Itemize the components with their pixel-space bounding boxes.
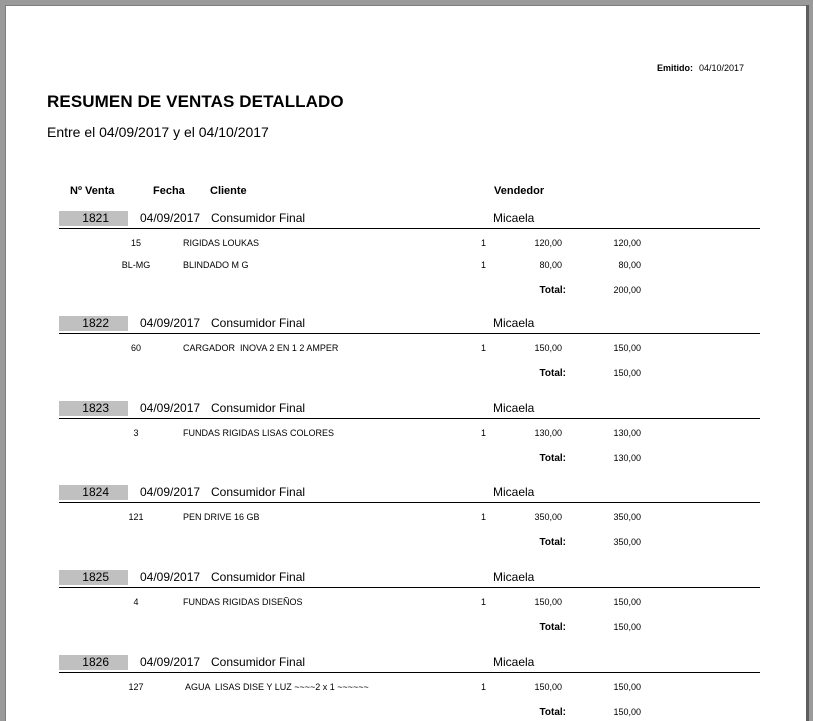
sale-total-label: Total: <box>539 707 566 718</box>
item-code: 127 <box>128 682 144 692</box>
item-quantity: 1 <box>480 238 486 248</box>
sale-total-value: 150,00 <box>613 622 641 632</box>
item-quantity: 1 <box>480 428 486 438</box>
sale-seller: Micaela <box>493 570 535 584</box>
sale-seller: Micaela <box>493 655 535 669</box>
item-code: 3 <box>133 428 139 438</box>
sale-total-value: 200,00 <box>613 285 641 295</box>
item-code: 121 <box>128 512 144 522</box>
col-header-fecha: Fecha <box>153 185 185 197</box>
item-unit-price: 80,00 <box>539 260 562 270</box>
sale-divider <box>59 228 760 229</box>
item-total: 150,00 <box>613 597 641 607</box>
item-code: 4 <box>133 597 139 607</box>
sale-date: 04/09/2017 <box>140 211 201 225</box>
sale-number: 1821 <box>59 211 128 226</box>
issued-label: Emitido: <box>657 63 693 73</box>
item-unit-price: 130,00 <box>534 428 562 438</box>
item-total: 150,00 <box>613 343 641 353</box>
sale-number: 1824 <box>59 485 128 500</box>
col-header-nro-venta: Nº Venta <box>70 185 115 197</box>
report-title: RESUMEN DE VENTAS DETALLADO <box>47 92 344 111</box>
item-total: 150,00 <box>613 682 641 692</box>
item-description: PEN DRIVE 16 GB <box>183 512 260 522</box>
item-total: 130,00 <box>613 428 641 438</box>
col-header-cliente: Cliente <box>210 185 247 197</box>
item-unit-price: 150,00 <box>534 597 562 607</box>
item-quantity: 1 <box>480 512 486 522</box>
item-unit-price: 150,00 <box>534 682 562 692</box>
sale-seller: Micaela <box>493 401 535 415</box>
item-description: FUNDAS RIGIDAS LISAS COLORES <box>183 428 335 438</box>
sale-client: Consumidor Final <box>211 401 306 415</box>
col-header-vendedor: Vendedor <box>494 185 545 197</box>
item-quantity: 1 <box>480 597 486 607</box>
sale-client: Consumidor Final <box>211 655 306 669</box>
item-description: BLINDADO M G <box>183 260 249 270</box>
sale-number: 1822 <box>59 316 128 331</box>
sale-date: 04/09/2017 <box>140 655 201 669</box>
sale-seller: Micaela <box>493 211 535 225</box>
item-description: RIGIDAS LOUKAS <box>183 238 260 248</box>
sale-divider <box>59 502 760 503</box>
item-total: 80,00 <box>618 260 641 270</box>
sale-date: 04/09/2017 <box>140 401 201 415</box>
sale-total-label: Total: <box>539 285 566 296</box>
item-code: BL-MG <box>121 260 151 270</box>
item-quantity: 1 <box>480 260 486 270</box>
item-code: 15 <box>130 238 141 248</box>
item-description: FUNDAS RIGIDAS DISEÑOS <box>183 597 303 607</box>
item-total: 120,00 <box>613 238 641 248</box>
sale-total-label: Total: <box>539 368 566 379</box>
sale-client: Consumidor Final <box>211 211 306 225</box>
sale-divider <box>59 672 760 673</box>
sale-number: 1825 <box>59 570 128 585</box>
sale-seller: Micaela <box>493 316 535 330</box>
sale-date: 04/09/2017 <box>140 485 201 499</box>
item-unit-price: 350,00 <box>534 512 562 522</box>
sale-number: 1826 <box>59 655 128 670</box>
item-unit-price: 150,00 <box>534 343 562 353</box>
sale-divider <box>59 587 760 588</box>
sale-total-label: Total: <box>539 622 566 633</box>
issued-value: 04/10/2017 <box>699 63 745 73</box>
sale-client: Consumidor Final <box>211 316 306 330</box>
sale-client: Consumidor Final <box>211 485 306 499</box>
sale-total-value: 150,00 <box>613 707 641 717</box>
sale-total-value: 130,00 <box>613 453 641 463</box>
report-subtitle: Entre el 04/09/2017 y el 04/10/2017 <box>47 124 269 140</box>
sale-client: Consumidor Final <box>211 570 306 584</box>
sale-total-label: Total: <box>539 453 566 464</box>
item-quantity: 1 <box>480 682 486 692</box>
sale-divider <box>59 333 760 334</box>
item-description: AGUA LISAS DISE Y LUZ ~~~~2 x 1 ~~~~~~ <box>183 682 369 692</box>
sale-seller: Micaela <box>493 485 535 499</box>
item-description: CARGADOR INOVA 2 EN 1 2 AMPER <box>183 343 339 353</box>
sale-total-value: 150,00 <box>613 368 641 378</box>
item-quantity: 1 <box>480 343 486 353</box>
item-total: 350,00 <box>613 512 641 522</box>
report-page <box>5 5 806 721</box>
sale-divider <box>59 418 760 419</box>
sale-total-value: 350,00 <box>613 537 641 547</box>
issued-date <box>657 63 744 73</box>
sale-date: 04/09/2017 <box>140 316 201 330</box>
sale-number: 1823 <box>59 401 128 416</box>
sale-date: 04/09/2017 <box>140 570 201 584</box>
sale-total-label: Total: <box>539 537 566 548</box>
item-code: 60 <box>130 343 141 353</box>
item-unit-price: 120,00 <box>534 238 562 248</box>
